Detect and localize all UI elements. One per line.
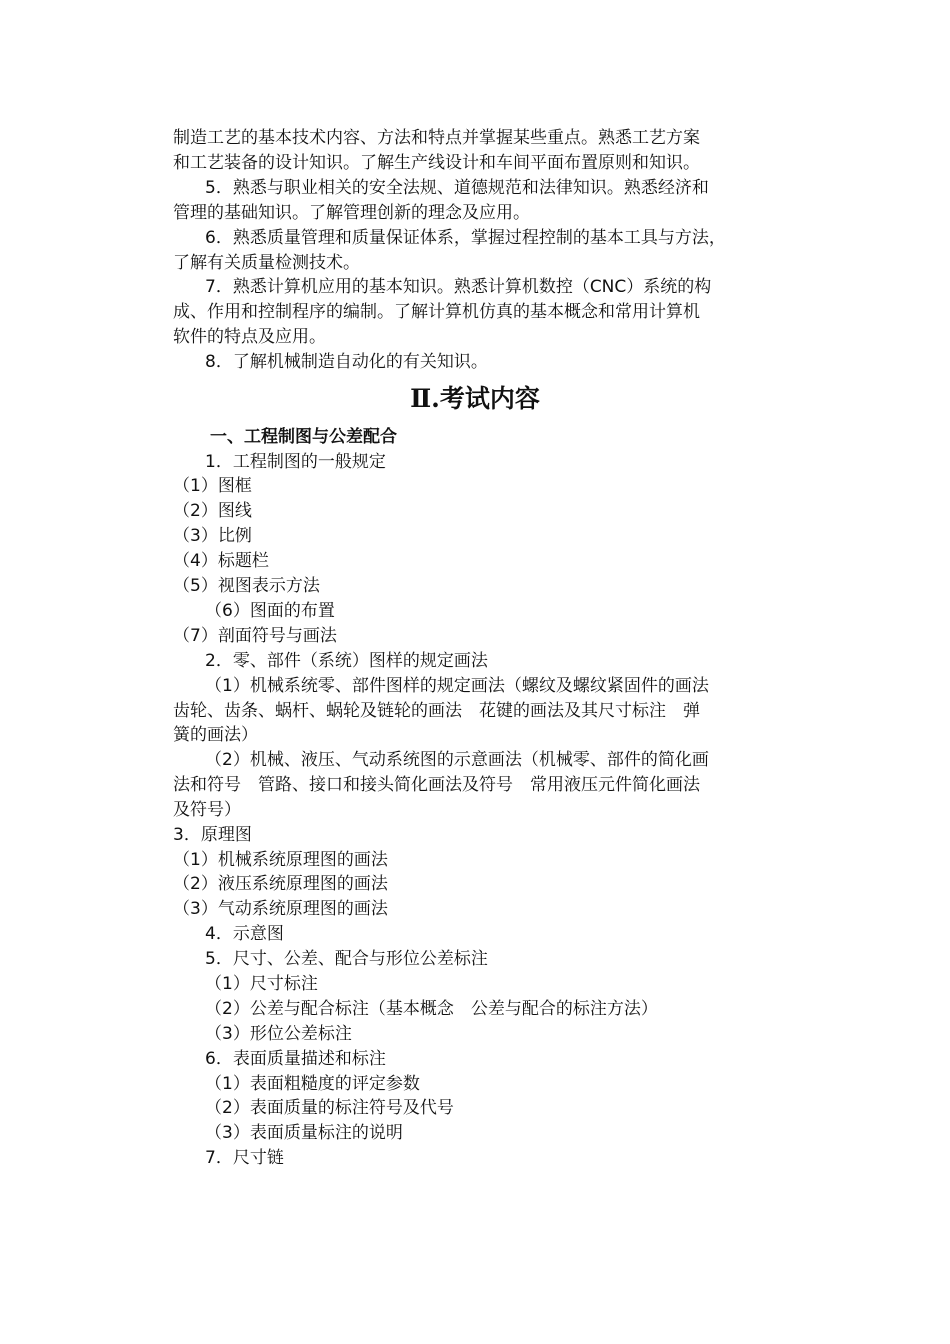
- list-item: 簧的画法）: [173, 725, 258, 745]
- list-item: （3）气动系统原理图的画法: [173, 899, 388, 919]
- list-item: （4）标题栏: [173, 551, 269, 571]
- list-item: （2）表面质量的标注符号及代号: [205, 1098, 454, 1118]
- body-text-line: 8．了解机械制造自动化的有关知识。: [205, 352, 488, 372]
- list-item: 法和符号 管路、接口和接头简化画法及符号 常用液压元件简化画法: [173, 775, 700, 795]
- list-item: （7）剖面符号与画法: [173, 626, 337, 646]
- section-heading: Ⅱ.考试内容: [410, 384, 540, 413]
- list-item: （1）机械系统原理图的画法: [173, 850, 388, 870]
- body-text-line: 软件的特点及应用。: [173, 327, 326, 347]
- list-item: （2）液压系统原理图的画法: [173, 874, 388, 894]
- list-item: 1．工程制图的一般规定: [205, 452, 386, 472]
- list-item: 3．原理图: [173, 825, 252, 845]
- subsection-title: 一、工程制图与公差配合: [210, 427, 397, 447]
- list-item: （2）公差与配合标注（基本概念 公差与配合的标注方法）: [205, 999, 658, 1019]
- list-item: 4．示意图: [205, 924, 284, 944]
- list-item: 及符号）: [173, 800, 241, 820]
- body-text-line: 制造工艺的基本技术内容、方法和特点并掌握某些重点。熟悉工艺方案: [173, 128, 700, 148]
- body-text-line: 5．熟悉与职业相关的安全法规、道德规范和法律知识。熟悉经济和: [205, 178, 709, 198]
- list-item: 6．表面质量描述和标注: [205, 1049, 386, 1069]
- body-text-line: 和工艺装备的设计知识。了解生产线设计和车间平面布置原则和知识。: [173, 153, 700, 173]
- list-item: （6）图面的布置: [205, 601, 335, 621]
- list-item: （1）尺寸标注: [205, 974, 318, 994]
- body-text-line: 了解有关质量检测技术。: [173, 253, 360, 273]
- body-text-line: 7．熟悉计算机应用的基本知识。熟悉计算机数控（CNC）系统的构: [205, 277, 712, 297]
- list-item: （3）形位公差标注: [205, 1024, 352, 1044]
- list-item: （2）机械、液压、气动系统图的示意画法（机械零、部件的简化画: [205, 750, 709, 770]
- list-item: （1）表面粗糙度的评定参数: [205, 1074, 420, 1094]
- list-item: （2）图线: [173, 501, 252, 521]
- list-item: （3）表面质量标注的说明: [205, 1123, 403, 1143]
- list-item: 齿轮、齿条、蜗杆、蜗轮及链轮的画法 花键的画法及其尺寸标注 弹: [173, 701, 700, 721]
- list-item: 5．尺寸、公差、配合与形位公差标注: [205, 949, 488, 969]
- body-text-line: 成、作用和控制程序的编制。了解计算机仿真的基本概念和常用计算机: [173, 302, 700, 322]
- body-text-line: 6．熟悉质量管理和质量保证体系，掌握过程控制的基本工具与方法，: [205, 228, 726, 248]
- list-item: （5）视图表示方法: [173, 576, 320, 596]
- list-item: 2．零、部件（系统）图样的规定画法: [205, 651, 488, 671]
- list-item: 7．尺寸链: [205, 1148, 284, 1168]
- list-item: （1）图框: [173, 476, 252, 496]
- body-text-line: 管理的基础知识。了解管理创新的理念及应用。: [173, 203, 530, 223]
- list-item: （1）机械系统零、部件图样的规定画法（螺纹及螺纹紧固件的画法: [205, 676, 709, 696]
- list-item: （3）比例: [173, 526, 252, 546]
